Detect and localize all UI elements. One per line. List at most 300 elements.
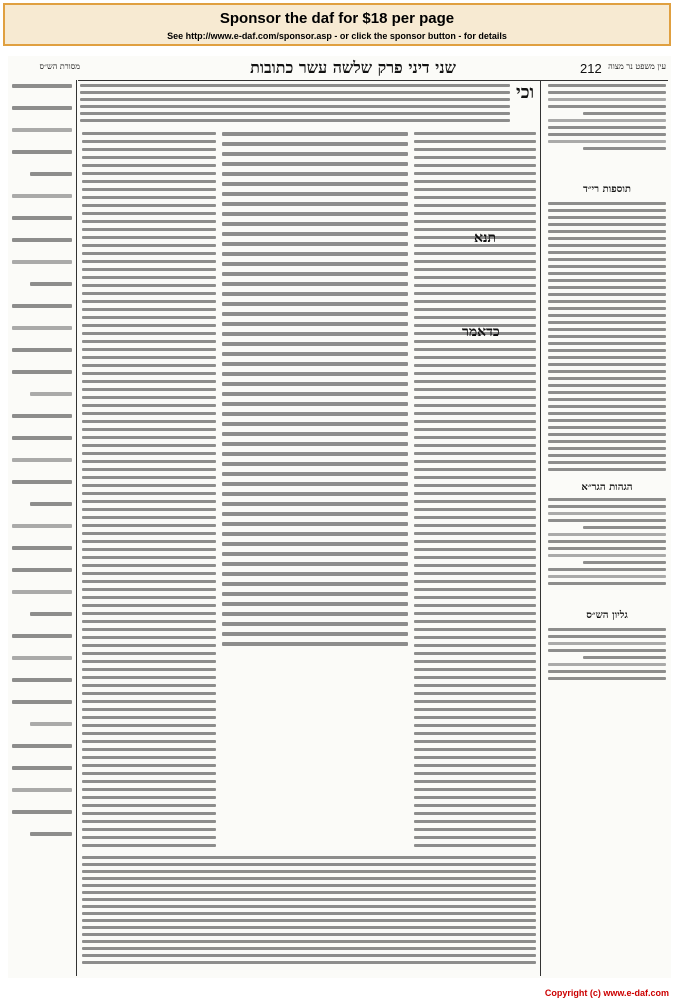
text-line [82, 404, 216, 407]
text-line [82, 148, 216, 151]
gilyon-hashas-title: גליון הש״ס [586, 610, 628, 621]
text-line [414, 436, 536, 439]
text-line [222, 402, 408, 406]
text-line [414, 388, 536, 391]
text-line [82, 708, 216, 711]
text-line [414, 364, 536, 367]
text-line [82, 961, 536, 964]
hagahot-hagra-text [548, 498, 666, 590]
text-line [583, 526, 666, 529]
text-line [12, 414, 72, 418]
text-line [30, 612, 72, 616]
text-line [414, 548, 536, 551]
text-line [548, 293, 666, 296]
masoret-hashas-header: מסורת הש״ס [39, 62, 80, 71]
masoret-divider [76, 80, 77, 976]
text-line [583, 147, 666, 150]
text-line [82, 516, 216, 519]
dibur-hamatchil-2: כדאמר [462, 324, 500, 340]
text-line [583, 656, 666, 659]
text-line [12, 744, 72, 748]
text-line [414, 580, 536, 583]
text-line [414, 668, 536, 671]
text-line [12, 216, 72, 220]
ein-mishpat-notes [548, 84, 666, 154]
text-line [414, 780, 536, 783]
text-line [82, 863, 536, 866]
text-line [548, 223, 666, 226]
text-line [82, 812, 216, 815]
text-line [82, 644, 216, 647]
text-line [12, 568, 72, 572]
text-line [82, 188, 216, 191]
text-line [548, 433, 666, 436]
text-line [82, 324, 216, 327]
text-line [548, 540, 666, 543]
commentary-bottom [82, 856, 536, 974]
text-line [82, 524, 216, 527]
text-line [80, 119, 510, 122]
text-line [82, 912, 536, 915]
text-line [82, 300, 216, 303]
text-line [82, 836, 216, 839]
text-line [414, 692, 536, 695]
text-line [548, 258, 666, 261]
text-line [222, 312, 408, 316]
text-line [12, 524, 72, 528]
text-line [82, 764, 216, 767]
text-line [414, 420, 536, 423]
text-line [222, 412, 408, 416]
text-line [12, 634, 72, 638]
text-line [82, 500, 216, 503]
text-line [222, 452, 408, 456]
text-line [548, 335, 666, 338]
text-line [548, 140, 666, 143]
text-line [414, 820, 536, 823]
text-line [414, 276, 536, 279]
text-line [80, 112, 510, 115]
text-line [414, 788, 536, 791]
text-line [30, 502, 72, 506]
text-line [222, 272, 408, 276]
text-line [414, 644, 536, 647]
text-line [548, 405, 666, 408]
text-line [12, 788, 72, 792]
text-line [222, 442, 408, 446]
text-line [222, 332, 408, 336]
text-line [548, 568, 666, 571]
text-line [548, 398, 666, 401]
text-line [414, 620, 536, 623]
text-line [414, 684, 536, 687]
text-line [82, 156, 216, 159]
text-line [414, 500, 536, 503]
text-line [548, 307, 666, 310]
text-line [82, 780, 216, 783]
text-line [82, 268, 216, 271]
text-line [548, 533, 666, 536]
text-line [12, 656, 72, 660]
text-line [82, 196, 216, 199]
text-line [82, 452, 216, 455]
text-line [548, 126, 666, 129]
text-line [82, 772, 216, 775]
text-line [414, 164, 536, 167]
text-line [548, 105, 666, 108]
text-line [548, 91, 666, 94]
hagahot-hagra-title: הגהות הגר״א [581, 482, 633, 493]
text-line [414, 460, 536, 463]
text-line [82, 556, 216, 559]
text-line [30, 392, 72, 396]
text-line [414, 532, 536, 535]
text-line [82, 564, 216, 567]
text-line [414, 212, 536, 215]
text-line [414, 636, 536, 639]
page-title: שני דיני פרק שלשה עשר כתובות [250, 58, 456, 77]
text-line [82, 660, 216, 663]
gemara-text [222, 132, 408, 652]
text-line [414, 396, 536, 399]
text-line [548, 314, 666, 317]
text-line [414, 284, 536, 287]
text-line [82, 580, 216, 583]
text-line [222, 552, 408, 556]
text-line [414, 260, 536, 263]
text-line [82, 796, 216, 799]
text-line [82, 898, 536, 901]
text-line [12, 370, 72, 374]
text-line [222, 162, 408, 166]
text-line [222, 622, 408, 626]
text-line [82, 684, 216, 687]
text-line [222, 492, 408, 496]
opening-word: וכי [516, 82, 535, 103]
text-line [548, 321, 666, 324]
text-line [82, 856, 536, 859]
text-line [80, 105, 510, 108]
text-line [222, 382, 408, 386]
text-line [82, 724, 216, 727]
text-line [414, 404, 536, 407]
text-line [82, 572, 216, 575]
text-line [12, 84, 72, 88]
text-line [548, 356, 666, 359]
tosafot-column [82, 132, 216, 852]
text-line [414, 148, 536, 151]
text-line [82, 204, 216, 207]
text-line [414, 564, 536, 567]
copyright-text: Copyright (c) www.e-daf.com [544, 988, 669, 998]
text-line [82, 692, 216, 695]
text-line [548, 265, 666, 268]
text-line [82, 364, 216, 367]
text-line [12, 106, 72, 110]
text-line [82, 844, 216, 847]
text-line [414, 764, 536, 767]
text-line [82, 668, 216, 671]
text-line [12, 436, 72, 440]
text-line [414, 492, 536, 495]
text-line [222, 542, 408, 546]
text-line [222, 292, 408, 296]
text-line [82, 220, 216, 223]
text-line [414, 412, 536, 415]
text-line [414, 708, 536, 711]
text-line [414, 204, 536, 207]
text-line [548, 202, 666, 205]
text-line [30, 172, 72, 176]
text-line [548, 575, 666, 578]
text-line [222, 392, 408, 396]
text-line [414, 300, 536, 303]
text-line [548, 677, 666, 680]
text-line [82, 604, 216, 607]
text-line [82, 252, 216, 255]
text-line [414, 476, 536, 479]
text-line [30, 832, 72, 836]
text-line [414, 716, 536, 719]
text-line [12, 590, 72, 594]
sponsor-banner[interactable] [3, 3, 671, 46]
text-line [82, 492, 216, 495]
text-line [222, 252, 408, 256]
text-line [548, 230, 666, 233]
sponsor-banner-title: Sponsor the daf for $18 per page [219, 10, 455, 27]
text-line [414, 724, 536, 727]
text-line [82, 484, 216, 487]
text-line [548, 391, 666, 394]
text-line [222, 502, 408, 506]
text-line [12, 150, 72, 154]
page-number: 212 [580, 61, 602, 76]
text-line [414, 132, 536, 135]
text-line [414, 252, 536, 255]
text-line [82, 260, 216, 263]
text-line [548, 461, 666, 464]
text-line [414, 604, 536, 607]
text-line [414, 292, 536, 295]
text-line [12, 128, 72, 132]
text-line [414, 308, 536, 311]
text-line [222, 572, 408, 576]
text-line [414, 812, 536, 815]
text-line [82, 356, 216, 359]
text-line [222, 282, 408, 286]
ein-mishpat-header: עין משפט נר מצוה [608, 62, 666, 71]
text-line [414, 524, 536, 527]
text-line [222, 142, 408, 146]
text-line [548, 133, 666, 136]
text-line [82, 628, 216, 631]
text-line [82, 716, 216, 719]
text-line [12, 766, 72, 770]
text-line [414, 268, 536, 271]
text-line [82, 420, 216, 423]
text-line [414, 156, 536, 159]
text-line [414, 804, 536, 807]
text-line [583, 561, 666, 564]
text-line [414, 828, 536, 831]
masoret-hashas-notes [12, 84, 72, 864]
text-line [12, 326, 72, 330]
sponsor-banner-subtitle: See http://www.e-daf.com/sponsor.asp - or click the sponsor button - for details [167, 31, 507, 41]
text-line [80, 91, 510, 94]
text-line [82, 276, 216, 279]
text-line [548, 426, 666, 429]
text-line [548, 628, 666, 631]
text-line [82, 396, 216, 399]
text-line [82, 933, 536, 936]
text-line [222, 522, 408, 526]
text-line [414, 732, 536, 735]
text-line [82, 532, 216, 535]
text-line [548, 342, 666, 345]
text-line [414, 676, 536, 679]
text-line [82, 540, 216, 543]
text-line [548, 98, 666, 101]
text-line [222, 432, 408, 436]
text-line [548, 649, 666, 652]
text-line [548, 454, 666, 457]
text-line [222, 592, 408, 596]
text-line [414, 188, 536, 191]
text-line [414, 172, 536, 175]
text-line [548, 642, 666, 645]
text-line [548, 554, 666, 557]
text-line [548, 384, 666, 387]
text-line [548, 519, 666, 522]
text-line [583, 112, 666, 115]
text-line [222, 562, 408, 566]
text-line [82, 292, 216, 295]
text-line [12, 260, 72, 264]
text-line [414, 484, 536, 487]
gilyon-hashas-text [548, 628, 666, 688]
text-line [548, 251, 666, 254]
commentary-top [80, 84, 510, 126]
text-line [82, 732, 216, 735]
text-line [12, 304, 72, 308]
text-line [82, 508, 216, 511]
text-line [222, 642, 408, 646]
text-line [222, 132, 408, 136]
text-line [30, 722, 72, 726]
text-line [12, 348, 72, 352]
text-line [222, 612, 408, 616]
text-line [414, 348, 536, 351]
text-line [222, 242, 408, 246]
text-line [82, 588, 216, 591]
text-line [548, 279, 666, 282]
text-line [548, 84, 666, 87]
text-line [12, 810, 72, 814]
text-line [414, 452, 536, 455]
text-line [414, 140, 536, 143]
text-line [82, 884, 536, 887]
text-line [548, 670, 666, 673]
text-line [548, 447, 666, 450]
text-line [548, 370, 666, 373]
text-line [548, 216, 666, 219]
text-line [414, 700, 536, 703]
text-line [82, 870, 536, 873]
text-line [82, 596, 216, 599]
text-line [82, 332, 216, 335]
talmud-page [8, 56, 671, 978]
text-line [12, 480, 72, 484]
text-line [414, 508, 536, 511]
text-line [548, 119, 666, 122]
text-line [80, 98, 510, 101]
text-line [80, 84, 510, 87]
text-line [414, 372, 536, 375]
text-line [222, 372, 408, 376]
text-line [12, 194, 72, 198]
text-line [414, 756, 536, 759]
text-line [414, 588, 536, 591]
text-line [222, 152, 408, 156]
text-line [82, 316, 216, 319]
text-line [222, 422, 408, 426]
text-line [222, 362, 408, 366]
text-line [82, 308, 216, 311]
text-line [82, 388, 216, 391]
text-line [12, 678, 72, 682]
text-line [414, 748, 536, 751]
text-line [82, 468, 216, 471]
text-line [82, 828, 216, 831]
text-line [548, 244, 666, 247]
text-line [222, 632, 408, 636]
tosafot-rid-title: תוספות רי״ד [582, 184, 632, 195]
text-line [82, 348, 216, 351]
text-line [222, 222, 408, 226]
text-line [222, 342, 408, 346]
text-line [222, 202, 408, 206]
text-line [414, 516, 536, 519]
text-line [12, 546, 72, 550]
text-line [414, 356, 536, 359]
text-line [548, 582, 666, 585]
text-line [548, 328, 666, 331]
text-line [82, 236, 216, 239]
text-line [414, 612, 536, 615]
text-line [548, 547, 666, 550]
text-line [548, 300, 666, 303]
text-line [82, 652, 216, 655]
text-line [414, 652, 536, 655]
text-line [414, 836, 536, 839]
text-line [82, 748, 216, 751]
text-line [414, 596, 536, 599]
text-line [82, 164, 216, 167]
text-line [222, 532, 408, 536]
text-line [82, 636, 216, 639]
text-line [82, 940, 536, 943]
text-line [548, 237, 666, 240]
text-line [222, 512, 408, 516]
text-line [548, 498, 666, 501]
text-line [548, 663, 666, 666]
text-line [414, 844, 536, 847]
text-line [82, 284, 216, 287]
text-line [82, 740, 216, 743]
text-line [414, 572, 536, 575]
text-line [82, 926, 536, 929]
text-line [222, 482, 408, 486]
